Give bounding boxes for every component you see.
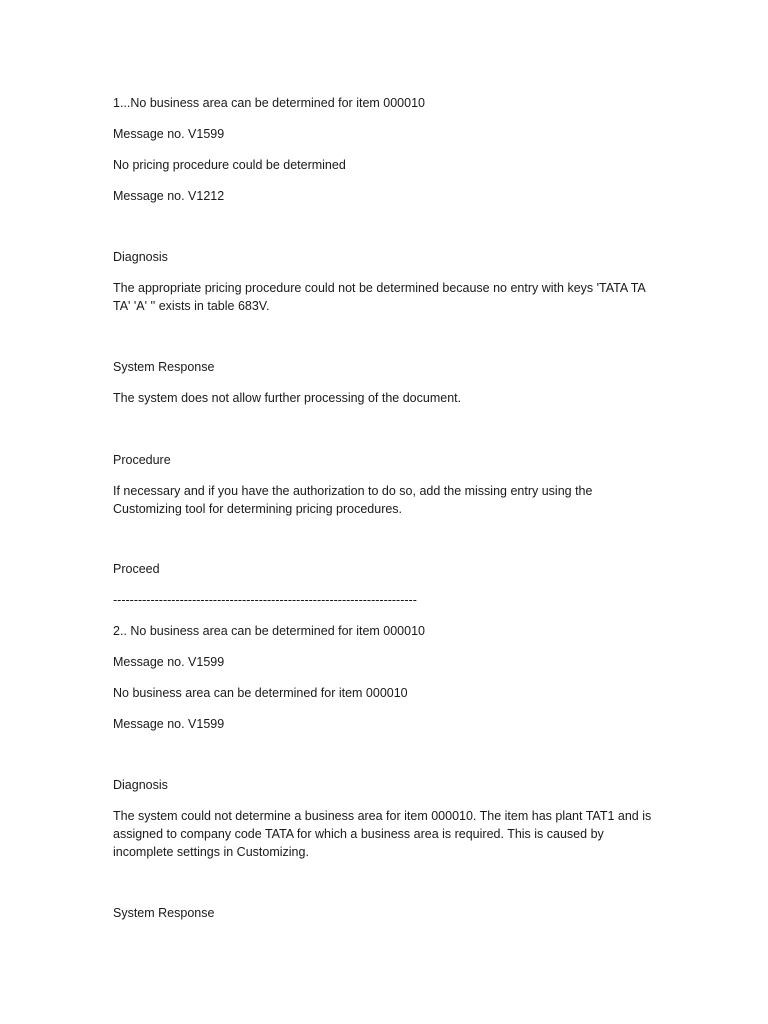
error-heading-2: 2.. No business area can be determined for item 000010 (113, 624, 425, 638)
error-heading-1: 1...No business area can be determined for item 000010 (113, 96, 425, 110)
section-heading-system-response: System Response (113, 360, 215, 374)
error-text: No business area can be determined for item 000010 (113, 686, 408, 700)
diagnosis-paragraph: The system could not determine a business area for item 000010. The item has plant TAT1 and is assigned to company code TATA for which a business area is required. This is caused by incomplete settings in Customizing. (113, 809, 655, 859)
message-number: Message no. V1599 (113, 655, 225, 669)
section-heading-procedure: Procedure (113, 453, 171, 467)
section-heading-diagnosis: Diagnosis (113, 250, 168, 264)
section-heading-system-response: System Response (113, 906, 215, 920)
section-heading-proceed: Proceed (113, 562, 160, 576)
procedure-paragraph: If necessary and if you have the authorization to do so, add the missing entry using the Customizing tool for determining pricing procedures. (113, 484, 596, 516)
separator-line: ------------------------------------------------------------------------- (113, 593, 417, 607)
error-text: No pricing procedure could be determined (113, 158, 346, 172)
message-number: Message no. V1212 (113, 189, 225, 203)
section-heading-diagnosis: Diagnosis (113, 778, 168, 792)
message-number: Message no. V1599 (113, 717, 225, 731)
message-number: Message no. V1599 (113, 127, 225, 141)
system-response-paragraph: The system does not allow further processing of the document. (113, 391, 462, 405)
diagnosis-paragraph: The appropriate pricing procedure could not be determined because no entry with keys 'TATA TA TA' 'A' '' exists in table 683V. (113, 281, 649, 313)
